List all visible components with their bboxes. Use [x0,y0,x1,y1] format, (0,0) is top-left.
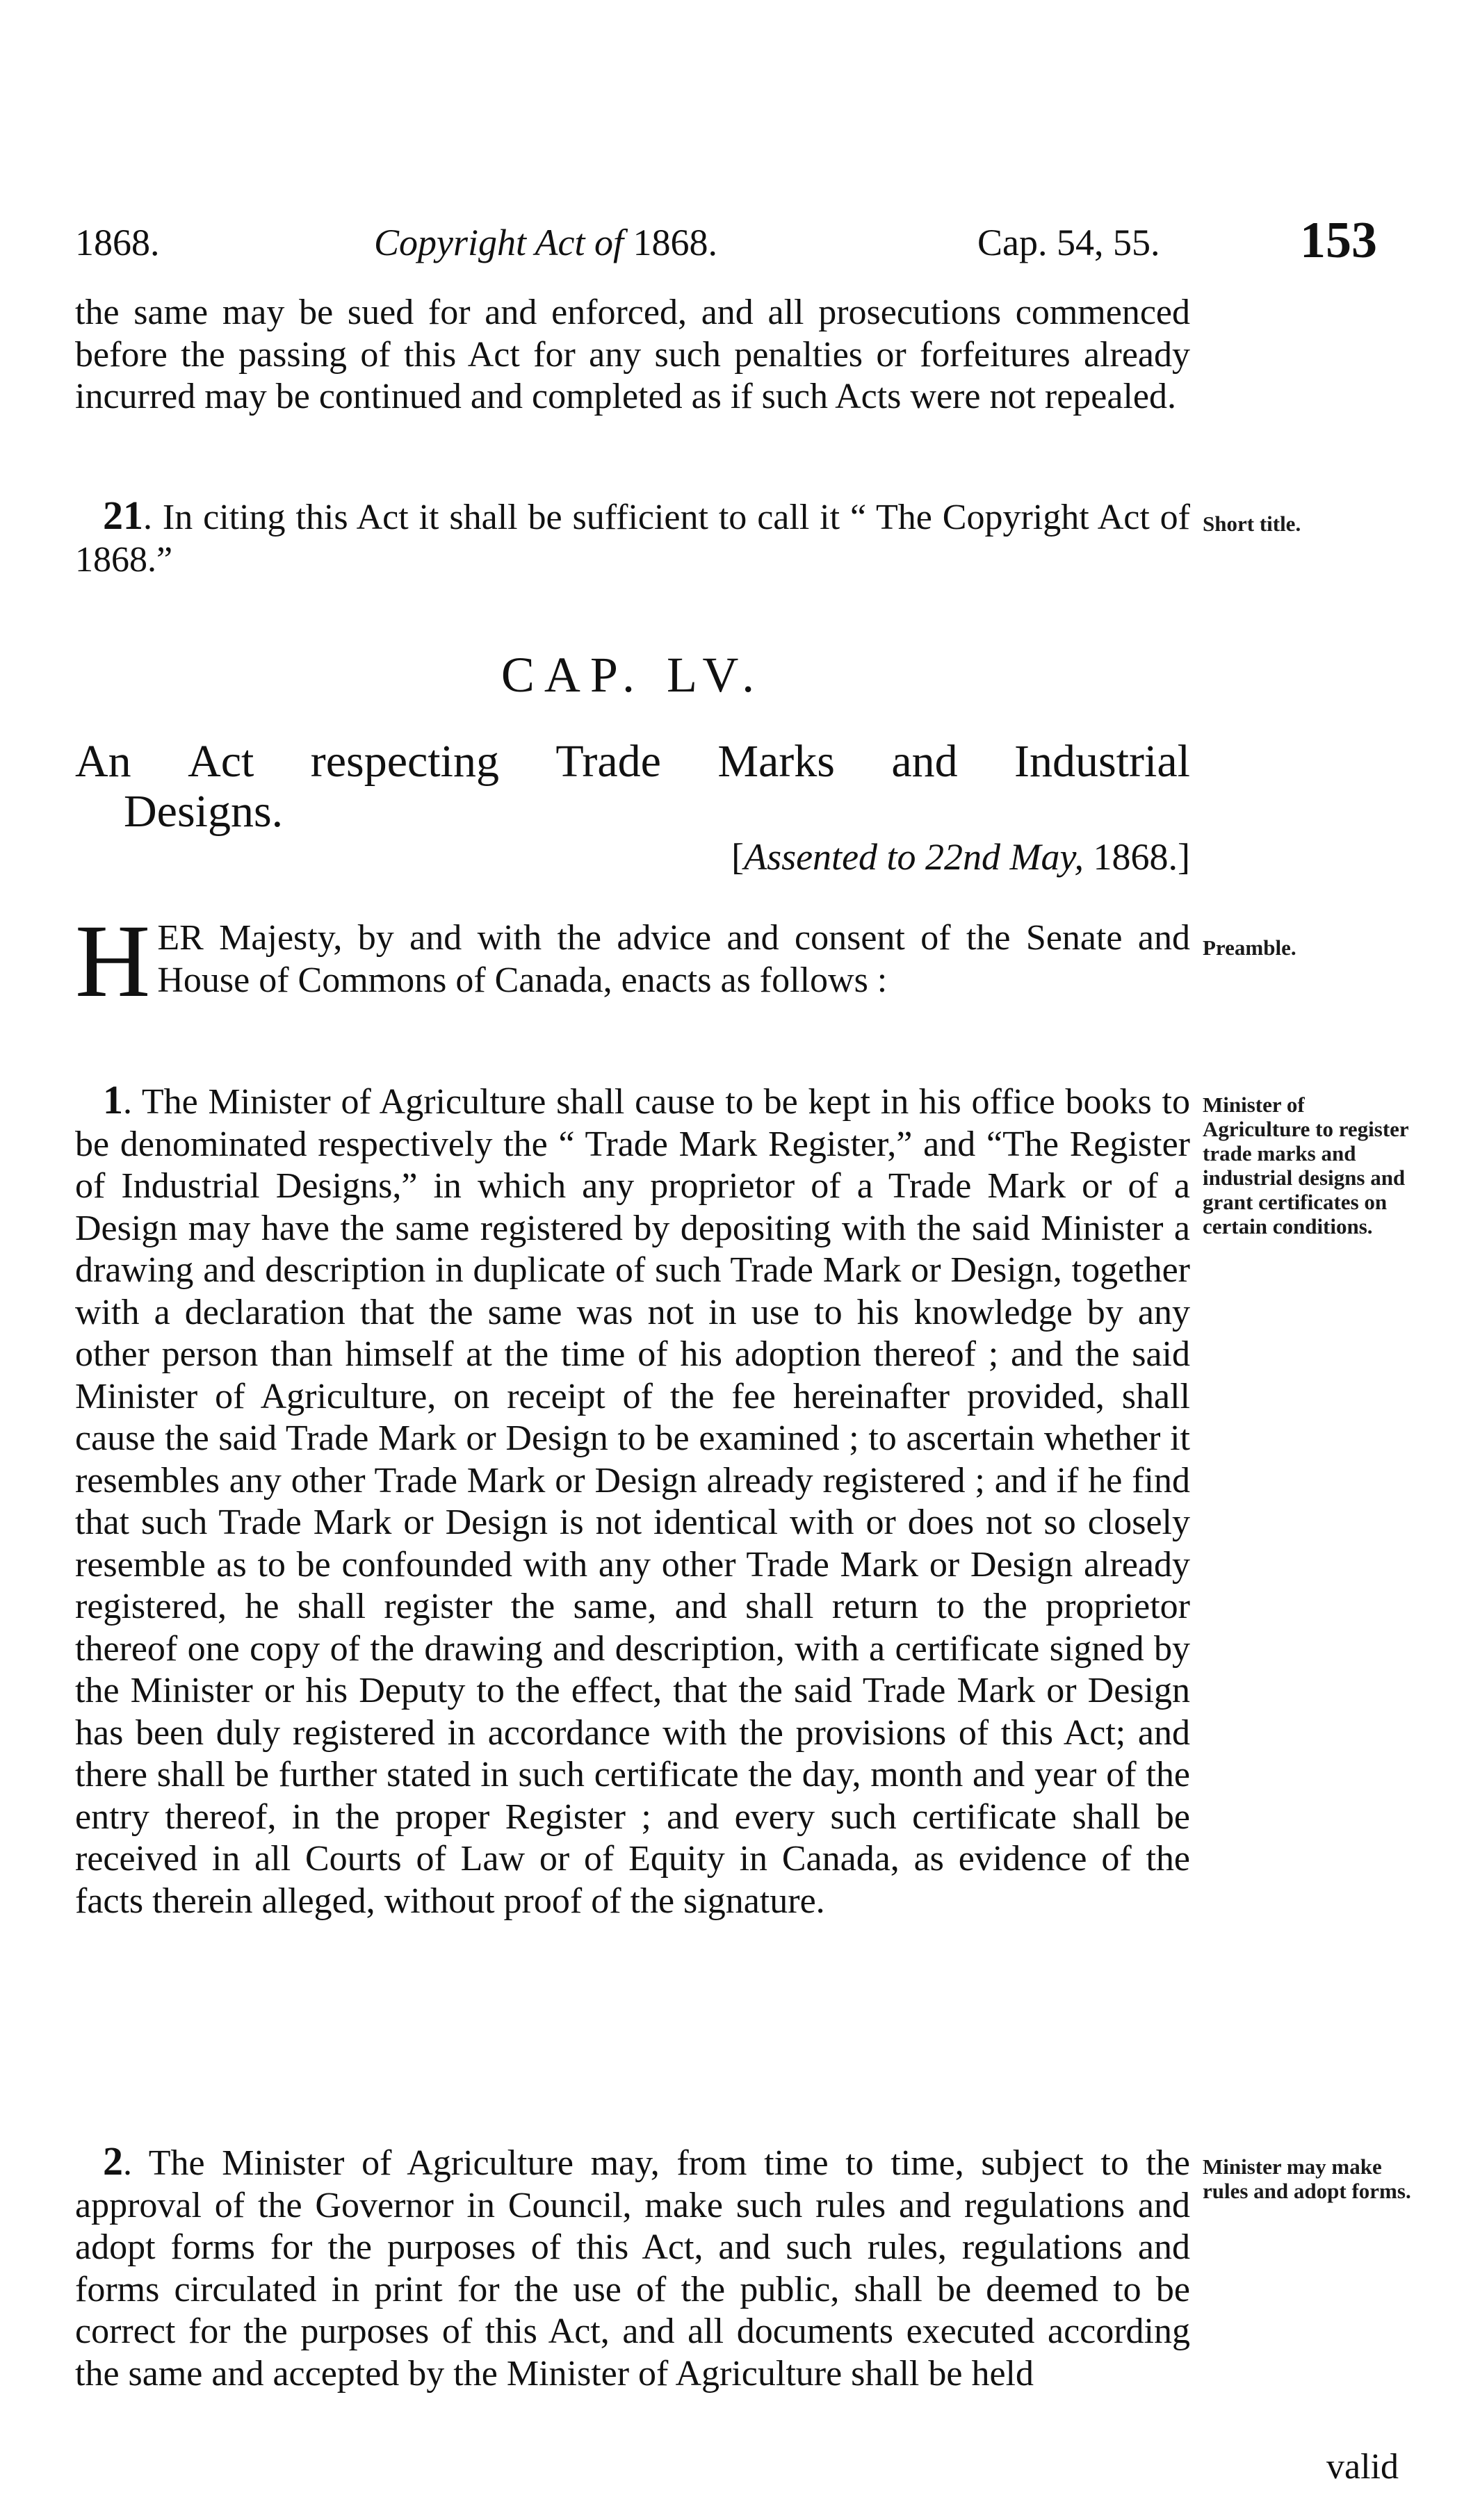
preamble-paragraph [75,903,1190,1019]
preamble-text: ER Majesty, by and with the advice and consent of the Senate and House of Commons of Canada, enacts as follows : [157,918,1190,1000]
margin-note-section-2: Minister may make rules and adopt forms. [1203,2154,1411,2203]
section-1-paragraph [75,1079,1190,1922]
act-title-word: and [891,736,958,787]
act-title-word: Trade [555,736,661,787]
section-1-text: . The Minister of Agriculture shall cause to be kept in his office books to be denominated respectively the “ Trade Mark Register,” and “The Register of Industrial Designs,” in which any proprietor of a Trade Mark or of a Design may have the same registered by depositing with the said Minister a drawing and description in duplicate of such Trade Mark or Design, together with a declaration that the same was not in use to his knowledge by any other person than himself at the time of his adoption thereof ; and the said Minister of Agriculture, on receipt of the fee hereinafter provided, shall cause the said Trade Mark or Design to be examined ; to ascertain whether it resembles any other Trade Mark or Design already registered ; and if he find that such Trade Mark or Design is not identical with or does not so closely resemble as to be confounded with any other Trade Mark or Design already registered, he shall register the same, and shall return to the proprietor thereof one copy of the drawing and description, with a certificate signed by the Minister or his Deputy to the effect, that the said Trade Mark or Design has been duly registered in accordance with the provisions of this Act; and there shall be further stated in such certificate the day, month and year of the entry thereof, in the proper Register ; and every such certificate shall be received in all Courts of Law or of Equity in Canada, as evidence of the facts therein alleged, without proof of the signature. [75,1082,1190,1921]
section-2 [75,2138,1190,2395]
preamble-dropcap: H [75,903,151,1019]
margin-note-section-1: Minister of Agriculture to register trade marks and industrial designs and grant certificates on certain conditions. [1203,1093,1409,1238]
section-2-paragraph [75,2138,1190,2395]
preamble [75,903,1190,1019]
section-1-number: 1 [103,1077,123,1122]
act-title-word: respecting [310,736,499,787]
assent-italic: Assented to 22nd May, [744,836,1084,878]
act-title-word: An [75,736,131,787]
continuation-block [75,292,1190,418]
act-title-line-1 [75,737,1190,787]
running-header [75,208,1396,271]
continuation-paragraph: the same may be sued for and enforced, and all prosecutions commenced before the passing of this Act for any such penalties or forfeitures already incurred may be continued and completed as if such Acts were not repealed. [75,293,1190,416]
header-title [374,221,717,264]
margin-note-preamble: Preamble. [1203,935,1296,960]
margin-note-short-title: Short title. [1203,512,1301,536]
assent-year: 1868.] [1084,836,1190,878]
act-title-word: Marks [717,736,835,787]
act-title [75,737,1190,837]
act-title-word: Act [188,736,254,787]
cap-heading: CAP. LV. [501,647,765,703]
header-chapter: Cap. 54, 55. [977,222,1160,263]
act-title-line-2: Designs. [124,786,284,837]
page-number: 153 [1300,212,1377,269]
assent-open-bracket: [ [731,836,745,878]
section-21-number: 21 [103,493,143,538]
act-title-word: Industrial [1014,736,1190,787]
header-year: 1868. [75,222,160,263]
section-1 [75,1079,1190,1922]
header-title-italic: Copyright Act of [374,222,624,263]
section-2-text: . The Minister of Agriculture may, from time to time, subject to the approval of the Governor in Council, make such rules and regulations and adopt forms for the purposes of this Act, and such rules, regulations and forms circulated in print for the use of the public, shall be deemed to be correct for the purposes of this Act, and all documents executed according the same and accepted by the Minister of Agriculture shall be held [75,2143,1190,2394]
assent-date [75,835,1190,878]
section-21-paragraph [75,495,1190,581]
section-21-text: . In citing this Act it shall be sufficient to call it “ The Copyright Act of 1868.” [75,498,1190,580]
section-21 [75,495,1190,581]
catchword: valid [1326,2447,1399,2487]
section-2-number: 2 [103,2138,123,2184]
header-title-year: 1868. [624,222,717,263]
